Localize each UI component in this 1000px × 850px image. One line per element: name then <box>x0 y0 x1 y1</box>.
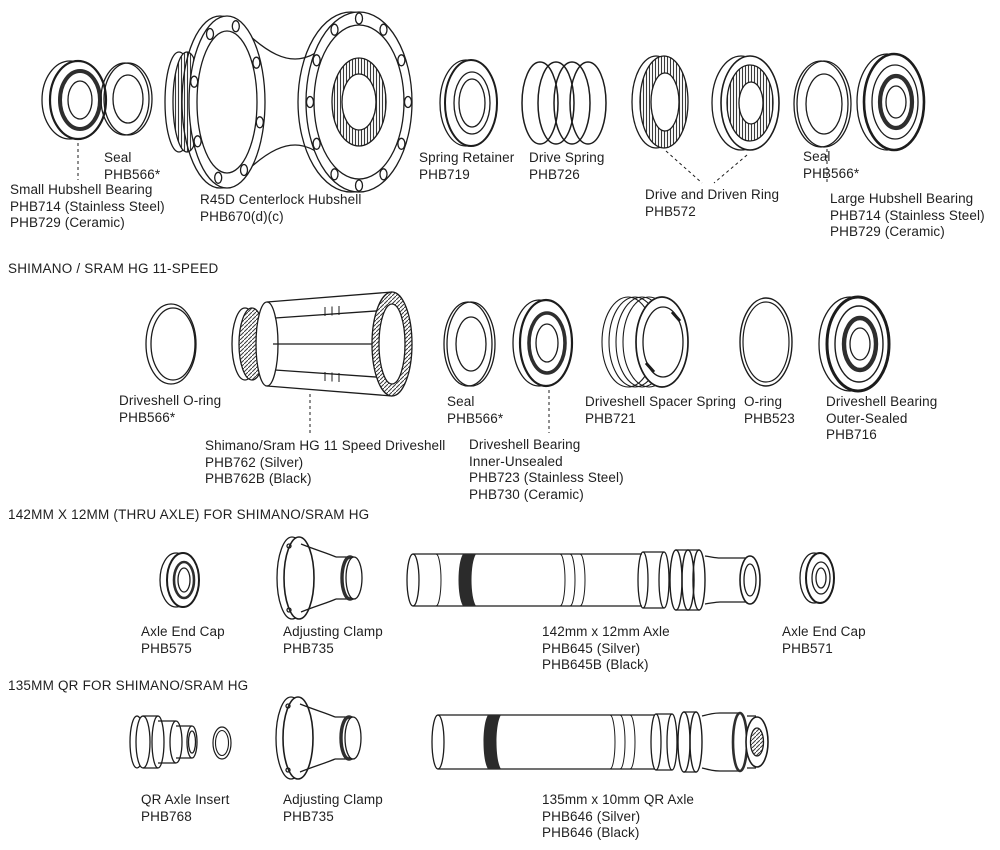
part-name: O-ring <box>744 394 783 409</box>
part-code: PHB721 <box>585 410 636 426</box>
section-heading-135mm-qr: 135MM QR FOR SHIMANO/SRAM HG <box>8 678 249 693</box>
drawing-axle-end-cap-575 <box>160 553 199 607</box>
part-code: PHB768 <box>141 808 192 824</box>
part-label-large-hubshell-bearing <box>830 191 985 241</box>
part-code: PHB730 (Ceramic) <box>469 486 584 502</box>
part-code: PHB716 <box>826 427 877 442</box>
drawing-driveshell-bearing-inner <box>513 300 572 386</box>
drawing-qr-axle-135 <box>432 712 768 772</box>
part-name: Seal <box>447 394 475 409</box>
part-code: PHB646 (Silver) <box>542 808 641 824</box>
section-heading-142mm-thru-axle: 142MM X 12MM (THRU AXLE) FOR SHIMANO/SRAM HG <box>8 507 370 522</box>
part-code: PHB719 <box>419 166 470 182</box>
part-code: PHB575 <box>141 640 192 656</box>
part-name: Shimano/Sram HG 11 Speed Driveshell <box>205 438 446 453</box>
part-label-driveshell <box>205 438 445 488</box>
part-code: PHB723 (Stainless Steel) <box>469 470 624 485</box>
part-label-qr-axle-insert <box>141 792 229 825</box>
part-name: Driveshell Spacer Spring <box>585 394 736 409</box>
part-label-driveshell-bearing-outer <box>826 394 937 444</box>
part-name: Seal <box>803 149 831 164</box>
drawing-axle-142 <box>407 550 760 610</box>
part-name: Inner-Unsealed <box>469 453 563 469</box>
part-name: Axle End Cap <box>141 624 225 639</box>
part-name: Seal <box>104 150 132 165</box>
drawing-axle-end-cap-571 <box>800 553 834 603</box>
part-name: Drive and Driven Ring <box>645 187 780 202</box>
drawing-hubshell <box>165 12 412 192</box>
part-label-adjusting-clamp-135 <box>283 792 383 825</box>
part-label-axle-end-cap-575 <box>141 624 225 657</box>
drawing-seal-large <box>794 61 851 147</box>
part-name: 142mm x 12mm Axle <box>542 624 670 639</box>
part-code: PHB735 <box>283 640 334 656</box>
part-name: Drive Spring <box>529 150 605 165</box>
drawing-qr-axle-insert <box>130 716 231 768</box>
part-label-spring-retainer <box>419 150 514 183</box>
part-label-driveshell-spacer-spring <box>585 394 736 427</box>
part-label-o-ring-523 <box>744 394 795 427</box>
drawing-small-hubshell-bearing <box>42 61 106 139</box>
part-code: PHB714 (Stainless Steel) <box>830 207 985 223</box>
part-label-axle-end-cap-571 <box>782 624 866 657</box>
drawing-seal-small <box>101 63 152 135</box>
drawing-o-ring-523 <box>740 298 792 386</box>
part-code: PHB572 <box>645 203 696 219</box>
drawing-large-hubshell-bearing <box>857 54 924 150</box>
part-code: PHB566* <box>447 410 504 426</box>
drawing-spring-retainer <box>440 60 497 146</box>
part-name: Driveshell Bearing <box>469 437 581 452</box>
part-code: PHB566* <box>104 166 161 182</box>
part-name: Small Hubshell Bearing <box>10 182 153 197</box>
part-label-adjusting-clamp-142 <box>283 624 383 657</box>
part-name: Driveshell O-ring <box>119 393 222 408</box>
part-label-driveshell-o-ring <box>119 393 221 426</box>
part-code: PHB523 <box>744 410 795 426</box>
part-code: PHB645 (Silver) <box>542 640 641 656</box>
part-name: Axle End Cap <box>782 624 866 639</box>
drawing-drive-and-driven-ring <box>632 56 779 150</box>
part-code: PHB566* <box>803 165 860 181</box>
drawing-driveshell-o-ring <box>146 304 196 384</box>
part-label-axle-142 <box>542 624 670 674</box>
part-code: PHB646 (Black) <box>542 825 640 840</box>
part-name: Driveshell Bearing <box>826 394 938 409</box>
part-label-drive-and-driven-ring <box>645 187 779 220</box>
part-label-hubshell <box>200 192 361 225</box>
part-name: Adjusting Clamp <box>283 624 383 639</box>
drawing-seal-driveshell <box>444 302 495 386</box>
part-label-seal-small <box>104 150 160 183</box>
part-code: PHB729 (Ceramic) <box>10 215 125 230</box>
drawing-driveshell-bearing-outer <box>819 297 889 391</box>
part-name: Adjusting Clamp <box>283 792 383 807</box>
drawing-drive-spring <box>522 62 606 144</box>
drawing-driveshell-spacer-spring <box>602 297 688 387</box>
part-code: PHB571 <box>782 640 833 656</box>
part-code: PHB726 <box>529 166 580 182</box>
part-label-qr-axle-135 <box>542 792 694 842</box>
part-name: Outer-Sealed <box>826 410 908 426</box>
part-code: PHB714 (Stainless Steel) <box>10 198 165 214</box>
part-name: Spring Retainer <box>419 150 515 165</box>
drawing-adjusting-clamp-135 <box>276 697 361 779</box>
part-label-small-hubshell-bearing <box>10 182 165 232</box>
part-code: PHB566* <box>119 409 176 425</box>
part-code: PHB735 <box>283 808 334 824</box>
part-code: PHB645B (Black) <box>542 657 649 672</box>
part-code: PHB729 (Ceramic) <box>830 224 945 239</box>
part-name: Large Hubshell Bearing <box>830 191 974 206</box>
part-name: QR Axle Insert <box>141 792 230 807</box>
part-code: PHB762 (Silver) <box>205 454 304 470</box>
part-code: PHB762B (Black) <box>205 471 312 486</box>
part-label-driveshell-bearing-inner <box>469 437 624 503</box>
part-label-seal-large <box>803 149 859 182</box>
drawing-driveshell <box>232 292 412 396</box>
part-label-drive-spring <box>529 150 604 183</box>
part-name: R45D Centerlock Hubshell <box>200 192 362 207</box>
section-heading-hg-11-speed: SHIMANO / SRAM HG 11-SPEED <box>8 261 219 276</box>
part-code: PHB670(d)(c) <box>200 208 284 224</box>
drawing-adjusting-clamp-142 <box>277 537 362 619</box>
part-label-seal-driveshell <box>447 394 503 427</box>
part-name: 135mm x 10mm QR Axle <box>542 792 695 807</box>
